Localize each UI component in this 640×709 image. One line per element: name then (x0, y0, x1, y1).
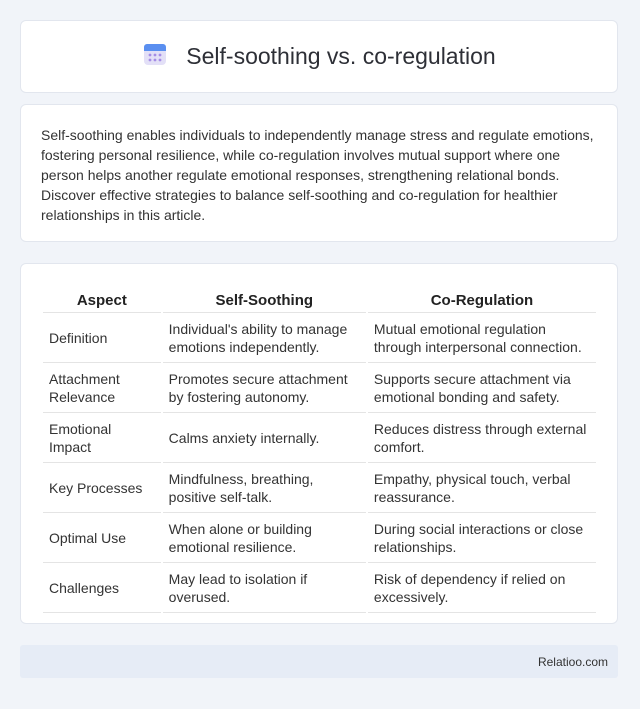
row-co-regulation: Supports secure attachment via emotional bonding and safety. (368, 363, 596, 413)
title-card (20, 20, 618, 93)
calendar-icon (142, 41, 168, 72)
row-self-soothing: When alone or building emotional resilience. (163, 513, 366, 563)
row-aspect: Definition (43, 313, 161, 363)
comparison-table (41, 284, 598, 613)
row-co-regulation: Reduces distress through external comfort. (368, 413, 596, 463)
row-co-regulation: Risk of dependency if relied on excessively. (368, 563, 596, 613)
page-title: Self-soothing vs. co-regulation (186, 43, 496, 69)
row-aspect: Challenges (43, 563, 161, 613)
row-aspect: Key Processes (43, 463, 161, 513)
table-row (43, 413, 596, 463)
row-aspect: Attachment Relevance (43, 363, 161, 413)
row-self-soothing: Promotes secure attachment by fostering autonomy. (163, 363, 366, 413)
row-co-regulation: Mutual emotional regulation through interpersonal connection. (368, 313, 596, 363)
intro-paragraph: Self-soothing enables individuals to independently manage stress and regulate emotions, fostering personal resilience, while co-regulation involves mutual support where one person helps another regulate emotional responses, strengthening relational bonds. Discover effective strategies to balance self-soothing and co-regulation for healthier relationships in this article. (41, 127, 594, 223)
row-aspect: Emotional Impact (43, 413, 161, 463)
comparison-card (20, 263, 618, 624)
footer-bar (20, 645, 618, 678)
row-self-soothing: Mindfulness, breathing, positive self-talk. (163, 463, 366, 513)
table-row (43, 313, 596, 363)
footer-brand[interactable]: Relatioo.com (537, 654, 608, 669)
row-self-soothing: Calms anxiety internally. (163, 413, 366, 463)
header-co-regulation: Co-Regulation (368, 284, 596, 313)
table-row (43, 563, 596, 613)
row-self-soothing: Individual's ability to manage emotions independently. (163, 313, 366, 363)
table-row (43, 513, 596, 563)
table-row (43, 363, 596, 413)
row-self-soothing: May lead to isolation if overused. (163, 563, 366, 613)
row-co-regulation: During social interactions or close relationships. (368, 513, 596, 563)
row-co-regulation: Empathy, physical touch, verbal reassurance. (368, 463, 596, 513)
table-row (43, 463, 596, 513)
title-wrap (142, 41, 495, 72)
intro-card (20, 104, 618, 242)
table-header-row (43, 284, 596, 313)
header-aspect: Aspect (43, 284, 161, 313)
header-self-soothing: Self-Soothing (163, 284, 366, 313)
row-aspect: Optimal Use (43, 513, 161, 563)
